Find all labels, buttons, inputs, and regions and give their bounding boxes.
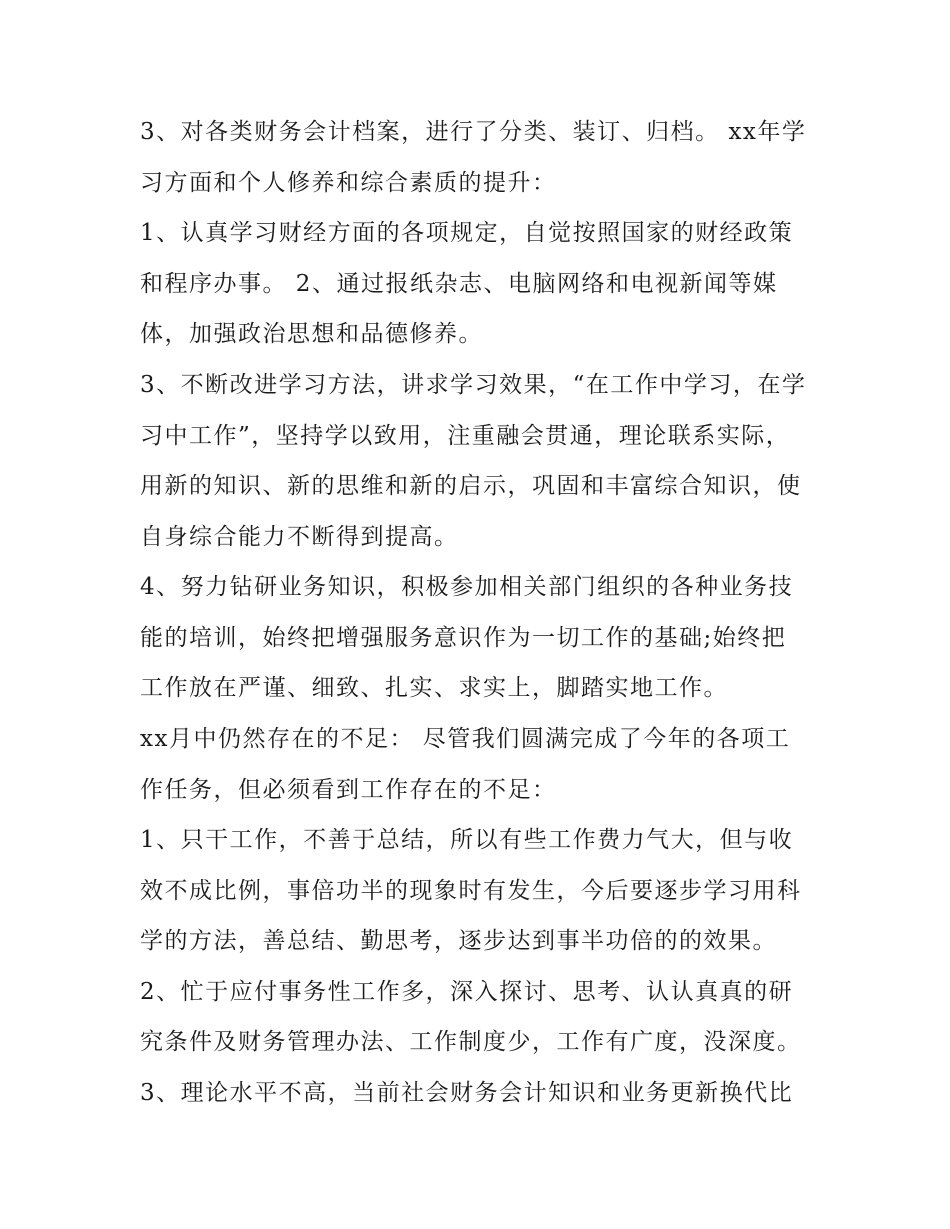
text-line: 用新的知识、新的思维和新的启示，巩固和丰富综合知识，使: [140, 473, 802, 499]
text-line: 3、对各类财务会计档案，进行了分类、装订、归档。 xx年学: [140, 119, 807, 145]
text-line: 1、认真学习财经方面的各项规定，自觉按照国家的财经政策: [140, 220, 794, 246]
text-line: 能的培训，始终把增强服务意识作为一切工作的基础;始终把: [140, 625, 787, 651]
text-line: 2、忙于应付事务性工作多，深入探讨、思考、认认真真的研: [140, 979, 794, 1005]
text-line: 究条件及财务管理办法、工作制度少，工作有广度，没深度。: [140, 1029, 802, 1055]
text-line: 作任务，但必须看到工作存在的不足：: [140, 777, 557, 803]
text-line: 自身综合能力不断得到提高。: [140, 524, 459, 550]
text-line: 1、只干工作，不善于总结，所以有些工作费力气大，但与收: [140, 827, 794, 853]
text-line: 工作放在严谨、细致、扎实、求实上，脚踏实地工作。: [140, 675, 728, 701]
text-line: 效不成比例，事倍功半的现象时有发生，今后要逐步学习用科: [140, 878, 802, 904]
text-line: 3、理论水平不高，当前社会财务会计知识和业务更新换代比: [140, 1080, 794, 1106]
text-line: xx月中仍然存在的不足： 尽管我们圆满完成了今年的各项工: [140, 726, 791, 752]
text-line: 习方面和个人修养和综合素质的提升：: [140, 170, 557, 196]
text-line: 3、不断改进学习方法，讲求学习效果，“在工作中学习，在学: [140, 372, 807, 398]
text-line: 4、努力钻研业务知识，积极参加相关部门组织的各种业务技: [140, 574, 794, 600]
text-line: 学的方法，善总结、勤思考，逐步达到事半功倍的的效果。: [140, 928, 777, 954]
text-line: 习中工作”，坚持学以致用，注重融会贯通，理论联系实际，: [140, 423, 791, 449]
text-line: 和程序办事。 2、通过报纸杂志、电脑网络和电视新闻等媒: [140, 271, 778, 297]
text-line: 体，加强政治思想和品德修养。: [140, 321, 483, 347]
